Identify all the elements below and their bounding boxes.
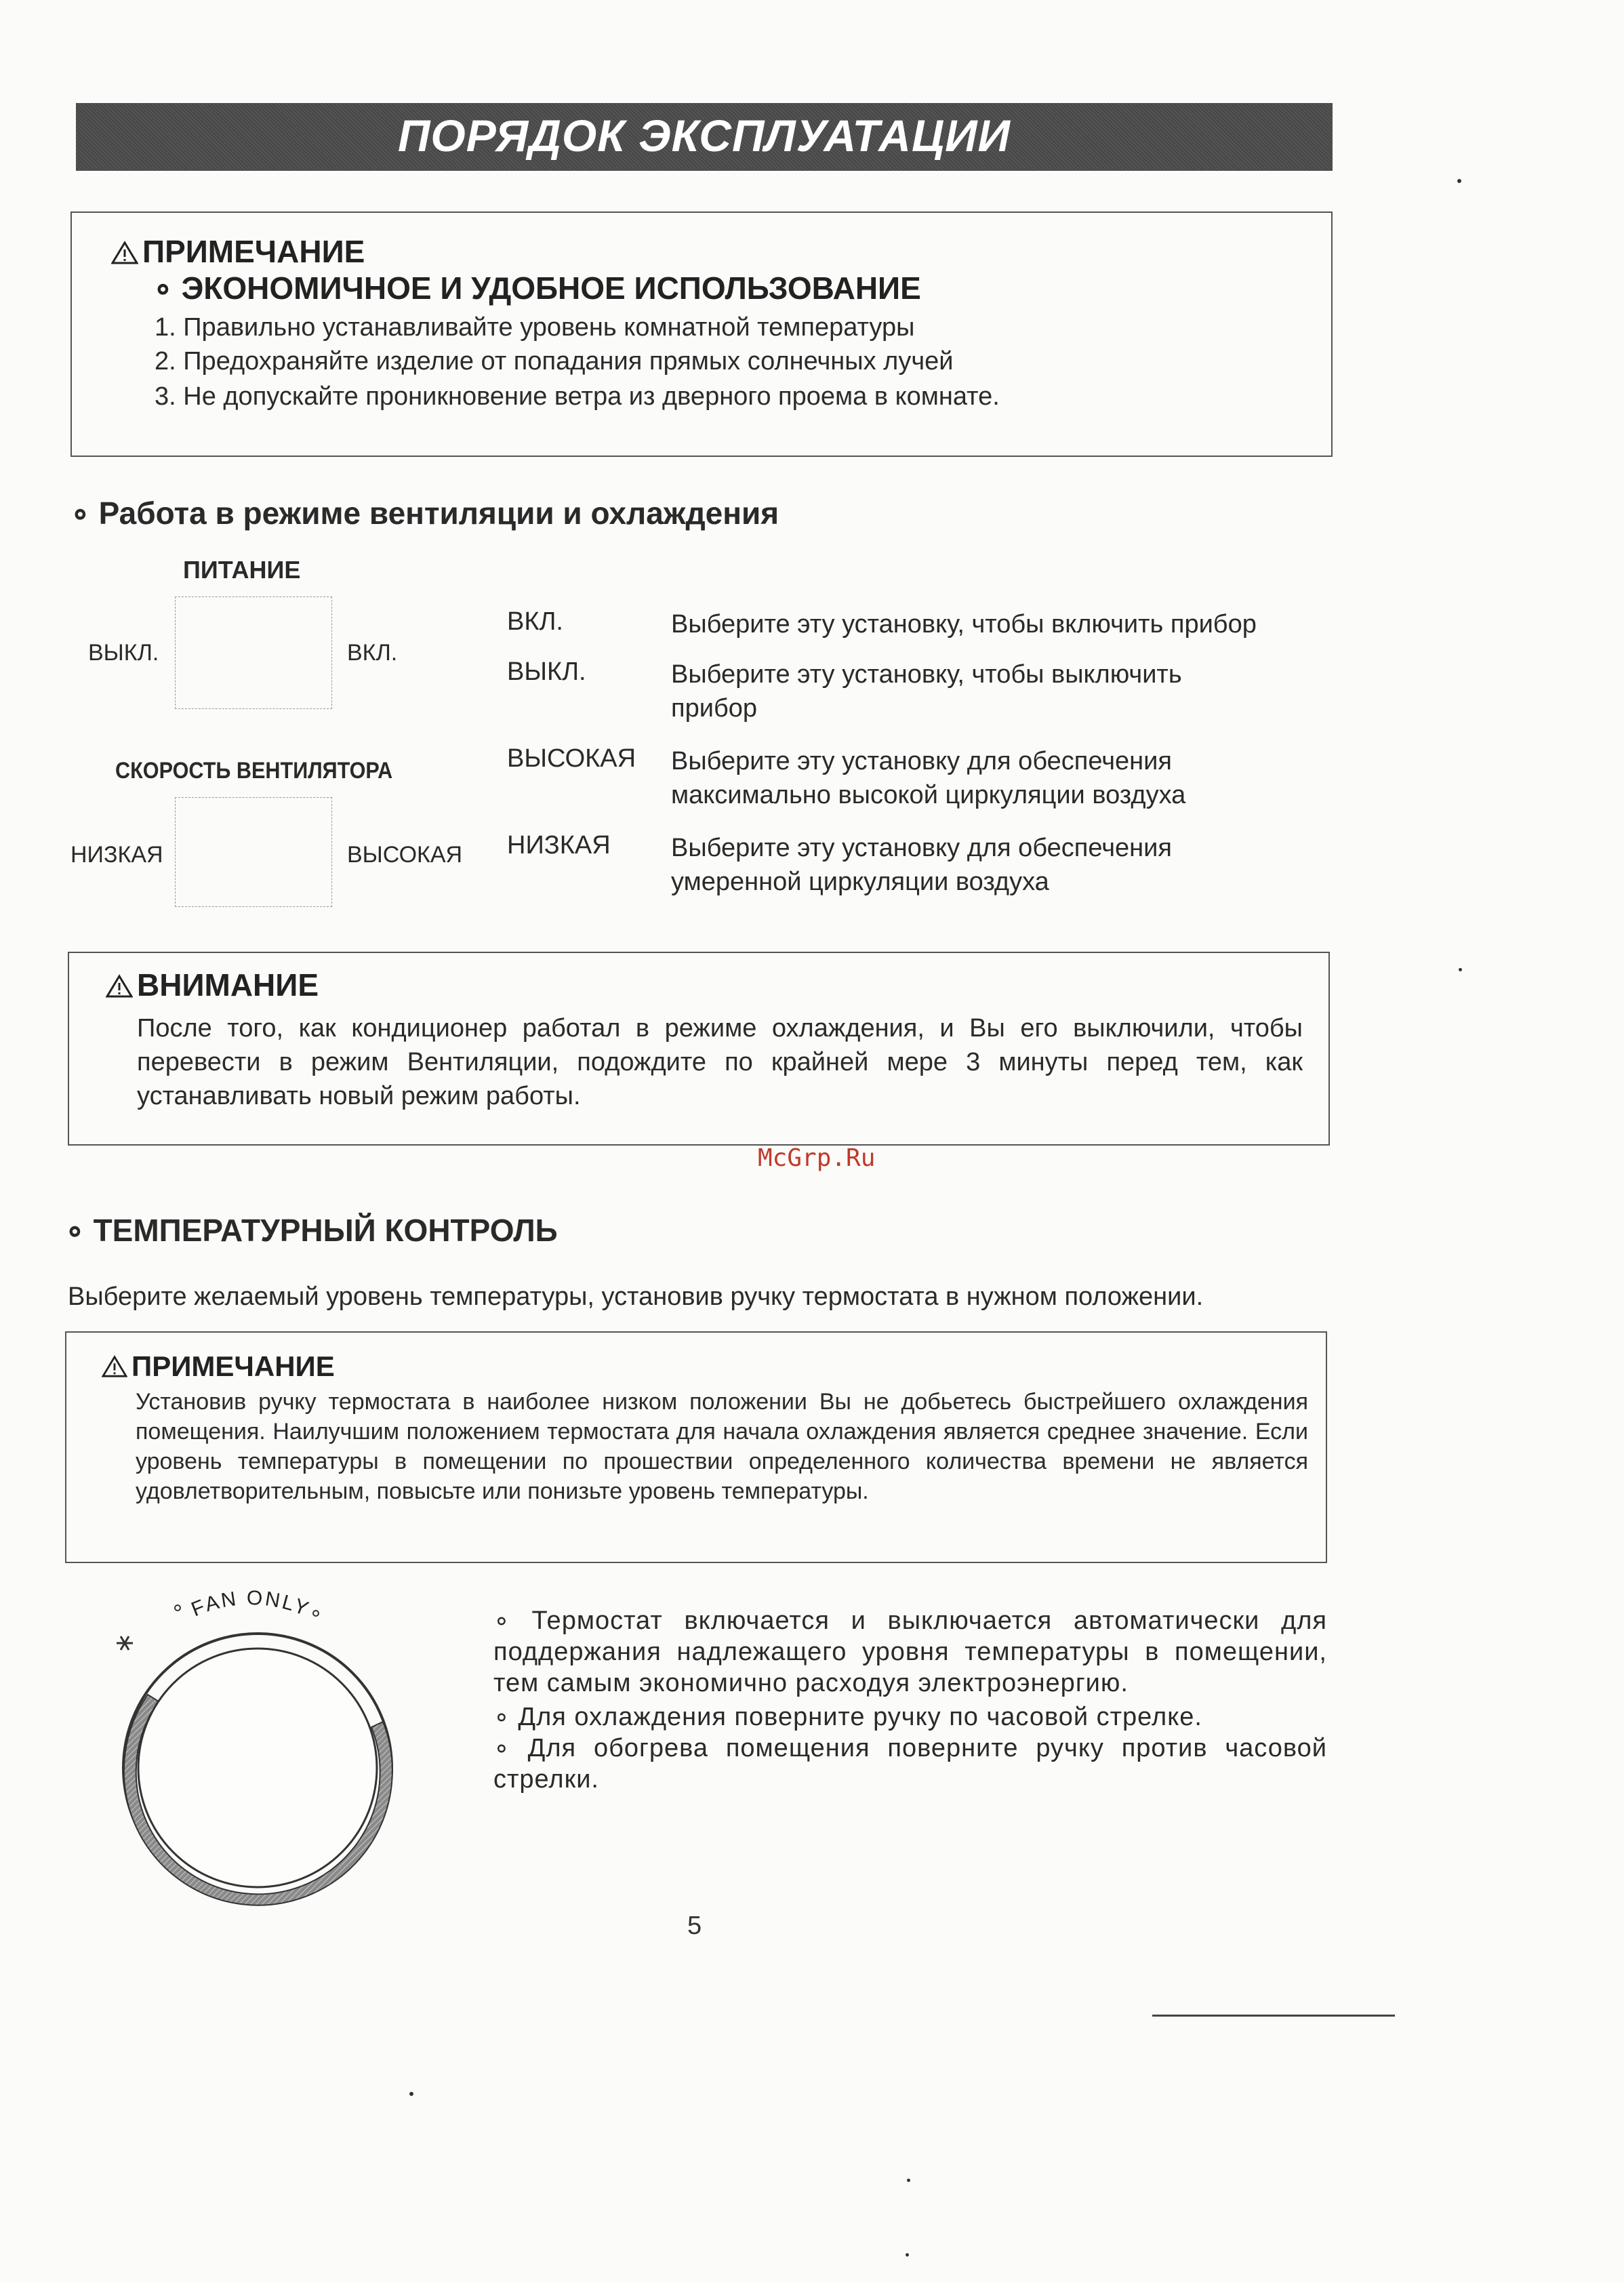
warning-icon bbox=[106, 969, 133, 1006]
temp-intro: Выберите желаемый уровень температуры, установив ручку термостата в нужном положении. bbox=[68, 1282, 1204, 1311]
power-label: ПИТАНИЕ bbox=[183, 556, 301, 584]
power-switch[interactable] bbox=[175, 597, 332, 709]
scan-speck bbox=[906, 2253, 909, 2257]
fan-section-heading: ∘ Работа в режиме вентиляции и охлаждения bbox=[70, 496, 779, 531]
caution-heading-row bbox=[106, 967, 319, 1006]
svg-text:FAN ONLY bbox=[188, 1587, 313, 1621]
thermostat-dial[interactable] bbox=[81, 1573, 413, 1912]
dial-label: FAN ONLY bbox=[188, 1586, 314, 1621]
snowflake-icon bbox=[117, 1636, 133, 1650]
scan-speck bbox=[1457, 179, 1461, 183]
fan-speed-low-label: НИЗКАЯ bbox=[70, 842, 163, 868]
note-heading-row bbox=[111, 233, 365, 272]
note2-heading: ПРИМЕЧАНИЕ bbox=[131, 1350, 335, 1382]
term-low: НИЗКАЯ bbox=[507, 831, 611, 860]
fan-speed-switch[interactable] bbox=[175, 797, 332, 907]
page-number: 5 bbox=[687, 1912, 702, 1940]
fan-speed-label: СКОРОСТЬ ВЕНТИЛЯТОРА bbox=[115, 758, 393, 784]
desc-low: Выберите эту установку для обеспечения умеренной циркуляции воздуха bbox=[671, 834, 1172, 896]
caution-heading: ВНИМАНИЕ bbox=[137, 967, 319, 1003]
page-title: ПОРЯДОК ЭКСПЛУАТАЦИИ bbox=[397, 110, 1011, 161]
note-item: 2. Предохраняйте изделие от попадания прямых солнечных лучей bbox=[155, 347, 954, 376]
scan-speck bbox=[409, 2092, 413, 2096]
desc-off: Выберите эту установку, чтобы выключить прибор bbox=[671, 660, 1182, 723]
caution-text: После того, как кондиционер работал в режиме охлаждения, и Вы его выключили, чтобы перевести в режим Вентиляции, подождите по крайней мере 3 минуты перед тем, как устанавливать новый режим работы. bbox=[137, 1014, 1303, 1110]
term-high: ВЫСОКАЯ bbox=[507, 744, 636, 773]
note-thermostat-box bbox=[65, 1331, 1327, 1563]
bullet-item: ∘ Для охлаждения поверните ручку по часовой стрелке. bbox=[493, 1703, 1202, 1731]
power-on-label: ВКЛ. bbox=[347, 640, 398, 666]
warning-icon bbox=[111, 236, 138, 272]
note2-text: Установив ручку термостата в наиболее низком положении Вы не добьетесь быстрейшего охлаждения помещения. Наилучшим положением термостата для начала охлаждения является среднее значение. Если уровень температуры в помещении по прошествии определенного количества времени не является удовлетворительным, повысьте или понизьте уровень температуры. bbox=[136, 1389, 1308, 1504]
desc-on: Выберите эту установку, чтобы включить прибор bbox=[671, 610, 1257, 639]
note-item: 3. Не допускайте проникновение ветра из дверного проема в комнате. bbox=[155, 382, 1000, 411]
term-on: ВКЛ. bbox=[507, 607, 563, 636]
caution-box bbox=[68, 952, 1330, 1146]
scan-speck bbox=[1459, 968, 1462, 971]
scan-speck bbox=[907, 2179, 910, 2182]
bullet-item: ∘ Для обогрева помещения поверните ручку против часовой стрелки. bbox=[493, 1734, 1327, 1794]
note-economy-box bbox=[70, 211, 1333, 457]
divider-line bbox=[1152, 2015, 1395, 2017]
watermark-link[interactable]: McGrp.Ru bbox=[758, 1144, 876, 1172]
title-bar bbox=[76, 103, 1333, 171]
temp-section-heading: ∘ ТЕМПЕРАТУРНЫЙ КОНТРОЛЬ bbox=[65, 1213, 558, 1248]
term-off: ВЫКЛ. bbox=[507, 658, 586, 686]
note-item: 1. Правильно устанавливайте уровень комнатной температуры bbox=[155, 313, 915, 342]
fan-speed-high-label: ВЫСОКАЯ bbox=[347, 842, 463, 868]
warning-icon bbox=[102, 1352, 127, 1385]
bullet-item: ∘ Термостат включается и выключается автоматически для поддержания надлежащего уровня температуры в помещении, тем самым экономично расходуя электроэнергию. bbox=[493, 1607, 1327, 1697]
note-heading: ПРИМЕЧАНИЕ bbox=[142, 234, 365, 269]
note2-heading-row bbox=[102, 1350, 335, 1385]
desc-high: Выберите эту установку для обеспечения максимально высокой циркуляции воздуха bbox=[671, 747, 1186, 809]
power-off-label: ВЫКЛ. bbox=[88, 640, 159, 666]
note-subheading: ∘ ЭКОНОМИЧНОЕ И УДОБНОЕ ИСПОЛЬЗОВАНИЕ bbox=[153, 270, 921, 306]
